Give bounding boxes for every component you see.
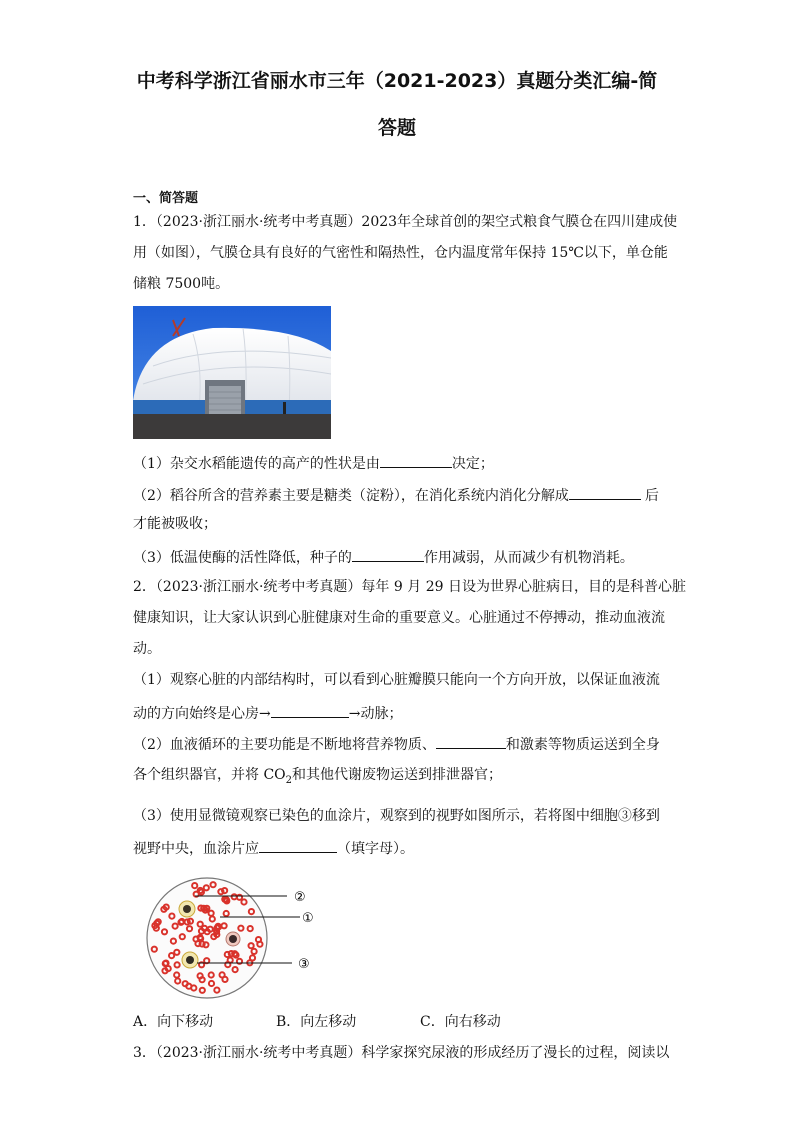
q2-sub1-suffix: →动脉； [348,706,403,722]
q1-sub2-blank[interactable] [569,484,641,500]
q2-sub2-suffix: 和激素等物质运送到全身 [505,737,660,753]
option-b[interactable]: B．向左移动 [276,1014,357,1030]
cell-3-nucleus [186,956,194,964]
q1-sub3-suffix: 作用减弱，从而减少有机物消耗。 [423,550,634,566]
q2-sub3-blank[interactable] [259,837,337,853]
q2-sub3-suffix: （填字母）。 [337,841,414,857]
q2-sub3-line1: （3）使用显微镜观察已染色的血涂片，观察到的视野如图所示，若将图中细胞③移到 [133,808,660,824]
option-a[interactable]: A．向下移动 [133,1014,214,1030]
q1-stem-line2: 用（如图），气膜仓具有良好的气密性和隔热性，仓内温度常年保持 15℃以下，单仓能 [133,245,668,261]
option-c[interactable]: C．向右移动 [420,1014,501,1030]
q1-stem-line1: 1．（2023·浙江丽水·统考中考真题）2023年全球首创的架空式粮食气膜仓在四川建成使 [133,214,678,230]
q2-sub1 [133,702,402,724]
q3-stem-line1: 3．（2023·浙江丽水·统考中考真题）科学家探究尿液的形成经历了漫长的过程，阅读以 [133,1045,670,1061]
q2-sub2 [133,733,660,755]
q1-sub2-line2: 才能被吸收； [133,516,217,532]
air-membrane-granary-photo [133,306,331,439]
q2-sub3 [133,837,414,859]
q2-sub1-line1: （1）观察心脏的内部结构时，可以看到心脏瓣膜只能向一个方向开放，以保证血液流 [133,672,660,688]
q2-stem-line2: 健康知识，让大家认识到心脏健康对生命的重要意义。心脏通过不停搏动，推动血液流 [133,610,665,626]
q2-sub1-text: 动的方向始终是心房→ [133,706,271,722]
q1-sub3-blank[interactable] [352,546,424,562]
cell-1-nucleus [229,935,237,943]
label-2: ② [294,890,306,905]
q1-sub1-text: （1）杂交水稻能遗传的高产的性状是由 [133,456,380,472]
q1-stem-line3: 储粮 7500吨。 [133,276,230,292]
wbc-nucleus [183,905,191,913]
q1-sub2-suffix: 后 [644,488,659,504]
co2-subscript: 2 [285,774,293,786]
doc-title-line1: 中考科学浙江省丽水市三年（2021-2023）真题分类汇编-简 [136,70,658,92]
blood-smear-microscope-view [140,876,340,1001]
q2-sub3-text: 视野中央，血涂片应 [133,841,259,857]
q2-sub2-line2-rest: 和其他代谢废物运送到排泄器官； [292,767,503,783]
q2-sub2-text: （2）血液循环的主要功能是不断地将营养物质、 [133,737,436,753]
q2-stem-line3: 动。 [133,641,161,657]
q2-sub2-line2 [133,765,502,791]
doc-title-line2: 答题 [377,117,416,139]
label-3: ③ [298,957,310,972]
q1-sub2-text: （2）稻谷所含的营养素主要是糖类（淀粉），在消化系统内消化分解成 [133,488,569,504]
q2-sub2-line2-text: 各个组织器官，并将 CO [133,767,286,783]
q2-stem-line1: 2．（2023·浙江丽水·统考中考真题）每年 9 月 29 日设为世界心脏病日，目的是科普心脏 [133,579,686,595]
q2-sub1-blank[interactable] [271,702,349,718]
label-1: ① [302,911,314,926]
q1-sub1 [133,452,494,474]
q1-sub1-suffix: 决定； [451,456,494,472]
q1-sub3 [133,546,634,568]
q2-sub2-blank[interactable] [436,733,506,749]
q1-sub3-text: （3）低温使酶的活性降低，种子的 [133,550,352,566]
section-heading: 一、简答题 [133,191,199,206]
q1-sub2 [133,484,659,506]
q1-sub1-blank[interactable] [380,452,452,468]
